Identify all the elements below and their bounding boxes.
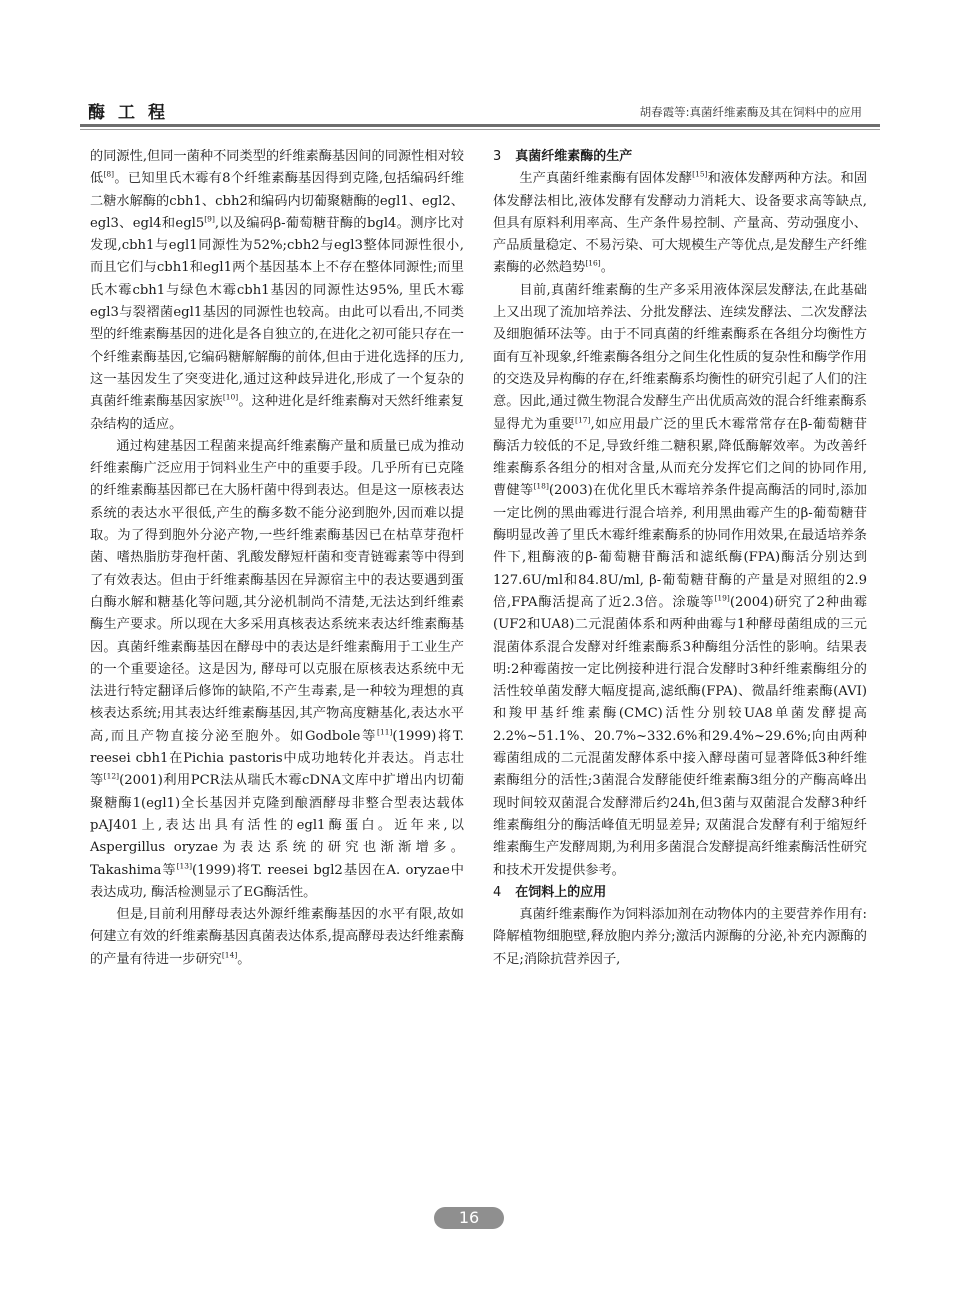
- section-title: 真菌纤维素酶的生产: [515, 149, 633, 164]
- running-header: [80, 98, 880, 124]
- text-run: 目前,真菌纤维素酶的生产多采用液体深层发酵法,在此基础上又出现了流加培养法、分批发酵法、连续发酵法、二次发酵法及细胞循环法等。由于不同真菌的纤维素酶系在各组分均衡性方面有互补现象,纤维素酶各组分之间生化性质的复杂性和酶学作用的交迭及异构酶的存在,纤维素酶系均衡性的研究引起了人们的注意。因此,通过微生物混合发酵生产出优质高效的混合纤维素酶系显得尤为重要: [493, 282, 867, 432]
- citation: [10]: [222, 392, 239, 402]
- section-number: 3: [493, 149, 502, 164]
- text-run: 但是,目前利用酵母表达外源纤维素酶基因的水平有限,故如何建立有效的纤维素酶基因真菌表达体系,提高酵母表达纤维素酶的产量有待进一步研究: [90, 907, 464, 967]
- citation: [19]: [714, 593, 730, 603]
- paragraph-feed-additive: 真菌纤维素酶作为饲料添加剂在动物体内的主要营养作用有:降解植物细胞壁,释放胞内养分;激活内源酶的分泌,补充内源酶的不足;消除抗营养因子,: [493, 907, 867, 967]
- text-run: (1999)将T. reesei cbh1在Pichia pastoris中成功地转化并表达。肖志壮等: [90, 728, 465, 789]
- paragraph-fermentation-methods: [493, 168, 867, 279]
- right-column: [493, 146, 867, 971]
- citation: [16]: [585, 259, 601, 269]
- text-run: ,如应用最广泛的里氏木霉常常存在β-葡萄糖苷酶活力较低的不足,导致纤维二糖积累,降低酶解效率。为改善纤维素酶系各组分的相对含量,从而充分发挥它们之间的协同作用,曹健等: [493, 416, 867, 499]
- text-run: 。已知里氏木霉有8个纤维素酶基因得到克隆,包括编码纤维二糖水解酶的cbh1、cbh2和编码内切葡聚糖酶的egl1、egl2、egl3、egl4和egl5: [90, 171, 465, 231]
- citation: [15]: [692, 169, 708, 179]
- section-number: 4: [493, 884, 502, 900]
- running-title: 胡春霞等:真菌纤维素酶及其在饲料中的应用: [639, 105, 862, 119]
- text-run: 和液体发酵两种方法。和固体发酵法相比,液体发酵有发酵动力消耗大、设备要求高等缺点,但具有原料利用率高、生产条件易控制、产量高、劳动强度小、产品质量稳定、不易污染、可大规模生产等优点,是发酵生产纤维素酶的必然趋势: [493, 171, 868, 276]
- citation: [12]: [103, 771, 120, 781]
- header-rule-thin: [80, 129, 880, 130]
- citation: [11]: [377, 727, 393, 737]
- text-run: 。这种进化是纤维素酶对天然纤维素复杂结构的适应。: [90, 394, 464, 432]
- section-heading-production: [493, 146, 867, 168]
- left-column: [90, 146, 464, 971]
- citation: [17]: [575, 415, 591, 425]
- text-run: 生产真菌纤维素酶有固体发酵: [519, 171, 693, 187]
- header-rule-thick: [80, 124, 880, 127]
- citation: [13]: [176, 861, 192, 871]
- text-run: 。: [237, 951, 251, 967]
- citation: [9]: [204, 214, 215, 224]
- paragraph-yeast-expression: [90, 904, 464, 971]
- text-run: ,以及编码β-葡萄糖苷酶的bgl4。测序比对发现,cbh1与egl1同源性为52%;cbh2与egl3整体同源性很小,而且它们与cbh1和egl1两个基因基本上不存在整体同源性;而里氏木霉cbh1与绿色木霉cbh1基因的同源性达95%, 里氏木霉egl3与裂褶菌egl1基因的同源性也较高。由此可以看出,不同类型的纤维素酶基因的进化是各自独立的,在进化之初可能只存在一个纤维素酶基因,它编码糖解解酶的前体,但由于进化选择的压力,这一基因发生了突变进化,通过这种歧异进化,形成了一个复杂的真菌纤维素酶基因家族: [90, 215, 465, 410]
- citation: [8]: [103, 169, 115, 179]
- text-run: (1999)将T. reesei bgl2基因在A. oryzae中表达成功, 酶活检测显示了EG酶活性。: [90, 862, 464, 900]
- page-number: 16: [434, 1207, 504, 1229]
- citation: [14]: [221, 950, 238, 960]
- citation: [18]: [533, 482, 549, 492]
- journal-name: 酶工程: [88, 103, 178, 123]
- text-run: (2004)研究了2种曲霉(UF2和UA8)二元混菌体系和两种曲霉与1种酵母菌组成的三元混菌体系混合发酵对纤维素酶系3种酶组分活性的影响。结果表明:2种霉菌按一定比例接种进行混合发酵时3种纤维素酶组分的活性较单菌发酵大幅度提高,滤纸酶(FPA)、微晶纤维素酶(AVI)和羧甲基纤维素酶(CMC)活性分别较UA8单菌发酵提高2.2%~51.1%、20.7%~332.6%和29.4%~29.6%;向由两种霉菌组成的二元混菌发酵体系中接入酵母菌可显著降低3种纤维素酶组分的活性;3菌混合发酵能使纤维素酶3组分的产酶高峰出现时间较双菌混合发酵滞后约24h,但3菌与双菌混合发酵3种纤维素酶组分的酶活峰值无明显差异; 双菌混合发酵有利于缩短纤维素酶生产发酵周期,为利用多菌混合发酵提高纤维素酶活性研究和技术开发提供参考。: [493, 594, 868, 878]
- section-title: 在饲料上的应用: [515, 884, 607, 900]
- section-heading-feed-application: [493, 882, 867, 904]
- paragraph-genetic-engineering: [90, 436, 464, 904]
- text-run: 。: [600, 260, 614, 276]
- text-run: 通过构建基因工程菌来提高纤维素酶产量和质量已成为推动纤维素酶广泛应用于饲料业生产中的重要手段。几乎所有已克隆的纤维素酶基因都已在大肠杆菌中得到表达。但是这一原核表达系统的表达水平很低,产生的酶多数不能分泌到胞外,因而难以提取。为了得到胞外分泌产物,一些纤维素酶基因已在枯草芽孢杆菌、嗜热脂肪芽孢杆菌、乳酸发酵短杆菌和变青链霉素等中得到了有效表达。但由于纤维素酶基因在异源宿主中的表达要遇到蛋白酶水解和糖基化等问题,其分泌机制尚不清楚,无法达到纤维素酶生产要求。所以现在大多采用真核表达系统来表达纤维素酶基因。真菌纤维素酶基因在酵母中的表达是纤维素酶用于工业生产的一个重要途径。这是因为, 酵母可以克服在原核表达系统中无法进行特定翻译后修饰的缺陷,不产生毒素,是一种较为理想的真核表达系统;用其表达纤维素酶基因,其产物高度糖基化,表达水平高,而且产物直接分泌至胞外。如Godbole等: [90, 438, 464, 744]
- paragraph-gene-homology: [90, 146, 464, 436]
- text-run: (2003)在优化里氏木霉培养条件提高酶活的同时,添加一定比例的黑曲霉进行混合培养, 利用黑曲霉产生的β-葡萄糖苷酶明显改善了里氏木霉纤维素酶系的协同作用效果,在最适培养条件下,粗酶液的β-葡萄糖苷酶活和滤纸酶(FPA)酶活分别达到127.6U/ml和84.8U/ml, β-葡萄糖苷酶的产量是对照组的2.9倍,FPA酶活提高了近2.3倍。涂璇等: [493, 483, 867, 610]
- paragraph-mixed-fermentation: [493, 280, 867, 882]
- text-run: 的同源性,但同一菌种不同类型的纤维素酶基因间的同源性相对较低: [90, 149, 464, 187]
- text-run: (2001)利用PCR法从瑞氏木霉cDNA文库中扩增出内切葡聚糖酶1(egl1)全长基因并克隆到酿酒酵母非整合型表达载体pAJ401上,表达出具有活性的egl1酶蛋白。近年来,以Aspergillus oryzae为表达系统的研究也渐渐增多。Takashima等: [90, 773, 465, 878]
